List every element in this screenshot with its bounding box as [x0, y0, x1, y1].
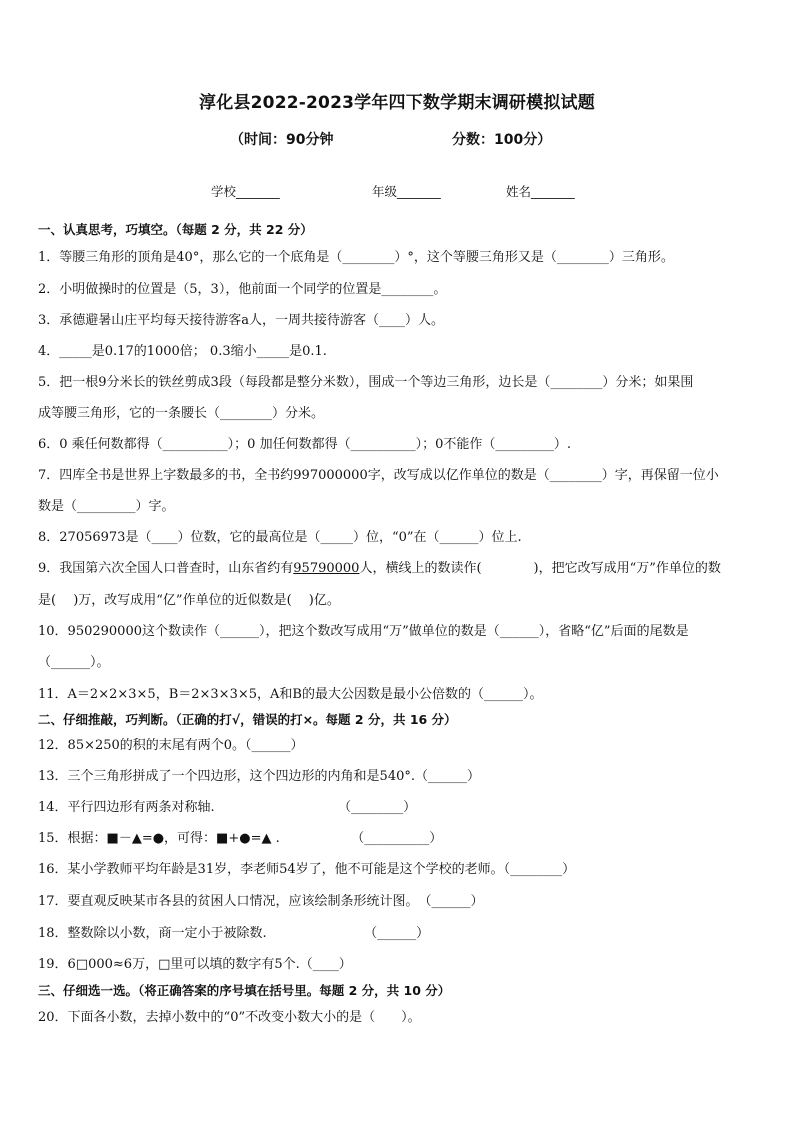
section3-heading: 三、仔细选一选。（将正确答案的序号填在括号里。每题 2 分，共 10 分） — [38, 983, 451, 998]
question-2: 2．小明做操时的位置是（5，3），他前面一个同学的位置是________。 — [38, 282, 447, 297]
question-10-line2: （______）。 — [38, 655, 110, 670]
school-field: 学校_______ — [211, 184, 280, 199]
question-6: 6．0 乘任何数都得（__________）；0 加任何数都得（__________）；0不能作（_________）. — [38, 437, 571, 452]
question-13: 13．三个三角形拼成了一个四边形，这个四边形的内角和是540°.（______） — [38, 769, 480, 784]
population-number: 95790000 — [293, 561, 360, 576]
exam-time: （时间：90分钟 — [230, 132, 334, 148]
question-16: 16．某小学教师平均年龄是31岁，李老师54岁了，他不可能是这个学校的老师。（________） — [38, 862, 576, 877]
question-9-suffix: 人，横线上的数读作( )，把它改写成用“万”作单位的数 — [359, 561, 721, 576]
question-9-line2: 是( )万，改写成用“亿”作单位的近似数是( )亿。 — [38, 593, 340, 608]
question-9-prefix: 9．我国第六次全国人口普查时，山东省约有 — [38, 561, 294, 576]
question-7-line2: 数是（_________）字。 — [38, 499, 175, 514]
question-18: 18．整数除以小数，商一定小于被除数. （______） — [38, 926, 430, 941]
question-17: 17．要直观反映某市各县的贫困人口情况，应该绘制条形统计图。 （______） — [38, 894, 484, 909]
section2-heading: 二、仔细推敲，巧判断。（正确的打√，错误的打×。每题 2 分，共 16 分） — [38, 712, 457, 727]
question-9-line1 — [38, 561, 758, 577]
name-field: 姓名_______ — [506, 184, 575, 199]
question-19: 19．6□000≈6万，□里可以填的数字有5个.（____） — [38, 957, 352, 972]
question-7-line1: 7．四库全书是世界上字数最多的书，全书约997000000字，改写成以亿作单位的数是（________）字，再保留一位小 — [38, 468, 719, 483]
question-15: 15．根据：■－▲=●，可得：■+●=▲ . （__________） — [38, 831, 443, 846]
question-8: 8．27056973是（____）位数，它的最高位是（_____）位，“0”在（______）位上. — [38, 530, 522, 545]
question-4: 4．_____是0.17的1000倍； 0.3缩小_____是0.1. — [38, 344, 327, 359]
question-10-line1: 10．950290000这个数读作（______），把这个数改写成用“万”做单位的数是（______），省略“亿”后面的尾数是 — [38, 624, 689, 639]
question-5-line2: 成等腰三角形，它的一条腰长（________）分米。 — [38, 406, 325, 421]
question-1: 1．等腰三角形的顶角是40°，那么它的一个底角是（________）°，这个等腰三角形又是（________）三角形。 — [38, 250, 674, 265]
question-11: 11．A＝2×2×3×5，B＝2×3×3×5，A和B的最大公因数是最小公倍数的（______）。 — [38, 687, 543, 702]
section1-heading: 一、认真思考，巧填空。（每题 2 分，共 22 分） — [38, 222, 313, 237]
question-5-line1: 5．把一根9分米长的铁丝剪成3段（每段都是整分米数），围成一个等边三角形，边长是（________）分米；如果围 — [38, 375, 694, 390]
page-title: 淳化县2022-2023学年四下数学期末调研模拟试题 — [199, 93, 595, 113]
question-20: 20．下面各小数，去掉小数中的“0”不改变小数大小的是（ ）。 — [38, 1010, 421, 1025]
exam-score: 分数：100分） — [452, 132, 552, 148]
question-3: 3．承德避暑山庄平均每天接待游客a人，一周共接待游客（____）人。 — [38, 313, 445, 328]
question-12: 12．85×250的积的末尾有两个0。（______） — [38, 738, 304, 753]
grade-field: 年级_______ — [372, 184, 441, 199]
question-14: 14．平行四边形有两条对称轴. （________） — [38, 800, 417, 815]
